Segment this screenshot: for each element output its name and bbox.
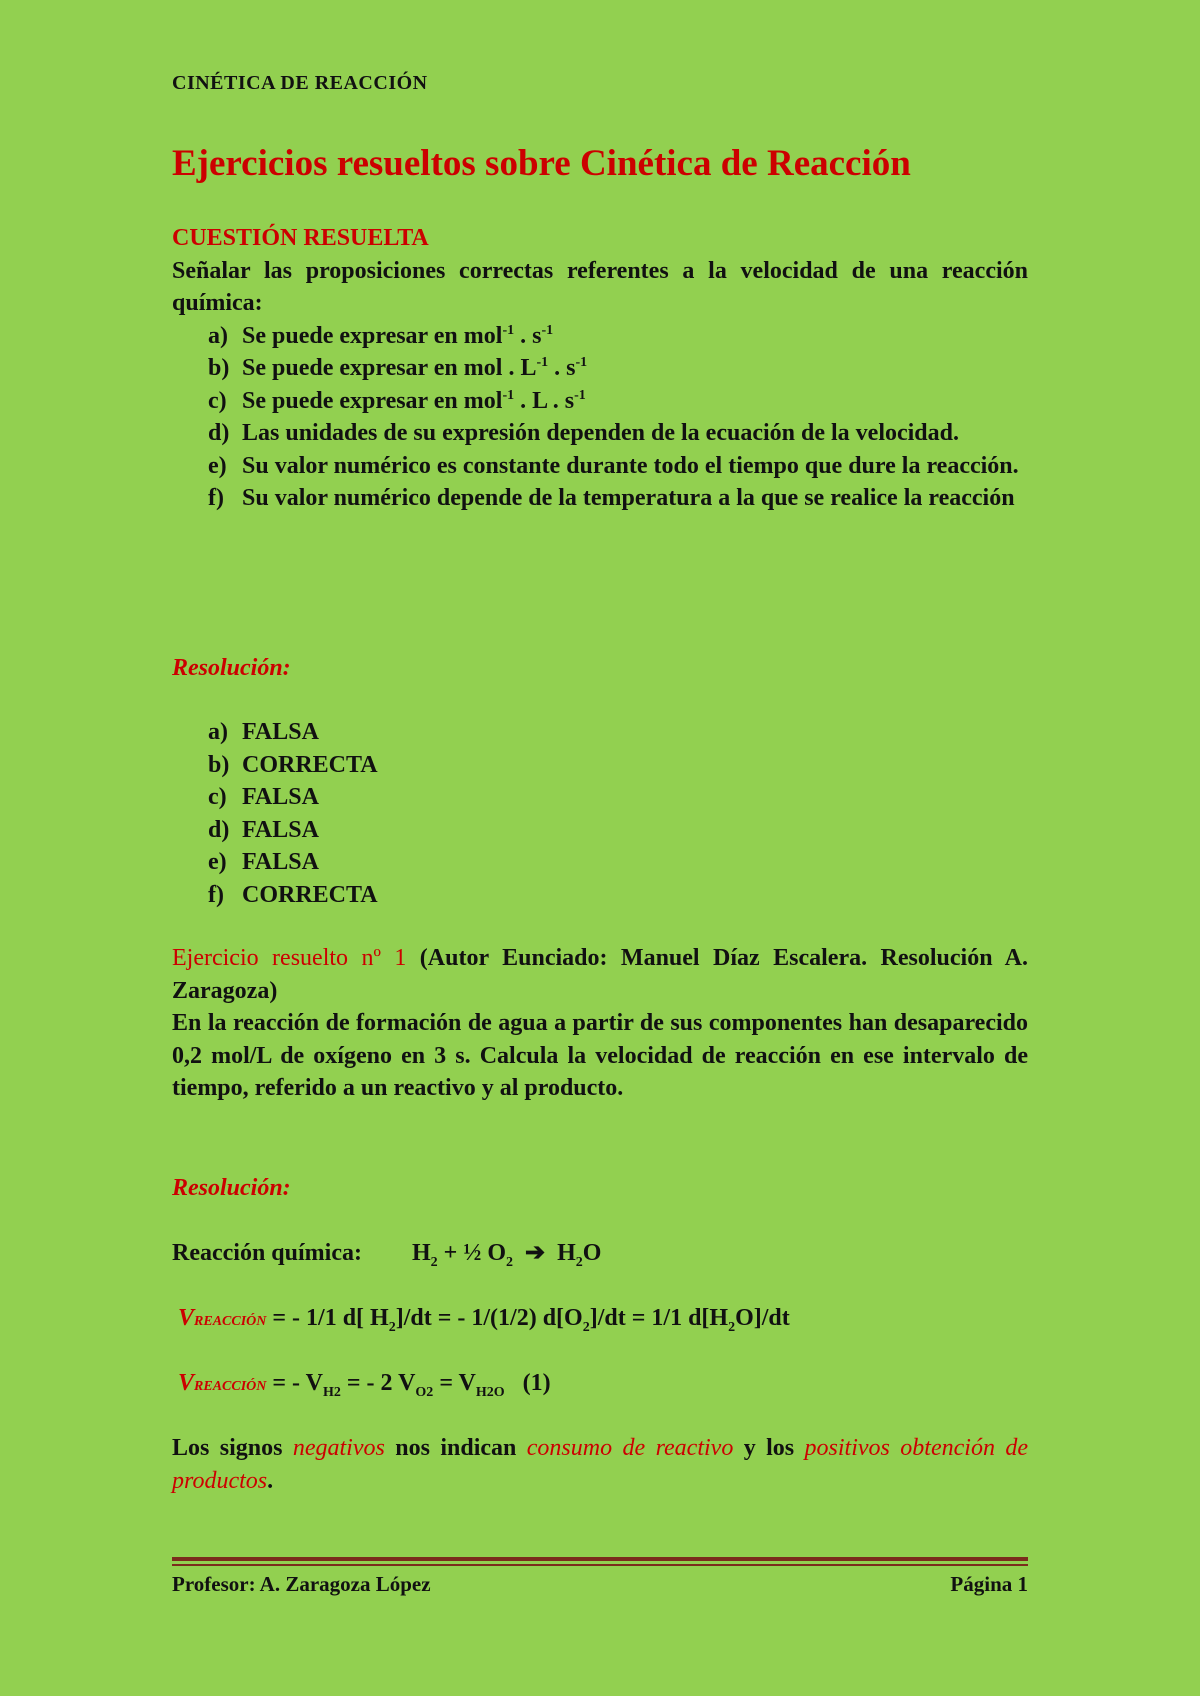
arrow-icon: ➔ — [525, 1240, 546, 1266]
option-item: b) Se puede expresar en mol . $L^{-1}$ . $s^{-1}$ — [208, 355, 588, 381]
option-item: a) Se puede expresar en mol$^{-1}$ . $s^{-1}$ — [208, 322, 554, 349]
answer-item: d) FALSA — [208, 816, 319, 843]
resolucion-heading-2: Resolución: — [172, 1175, 291, 1201]
footer-divider — [172, 1557, 1028, 1561]
page-title: Ejercicios resueltos sobre Cinética de Reacción — [172, 143, 911, 184]
ejercicio-1 — [172, 942, 1028, 1007]
footer-author: Profesor: A. Zaragoza López — [172, 1572, 431, 1596]
cuestion-prompt: Señalar las proposiciones correctas referentes a la velocidad de una reacción química: — [172, 257, 1028, 316]
resolucion-heading-1: Resolución: — [172, 655, 291, 681]
page-footer — [172, 1572, 1028, 1597]
footer-divider-thin — [172, 1564, 1028, 1566]
cuestion-heading: CUESTIÓN RESUELTA — [172, 225, 429, 251]
reaction-line — [172, 1237, 1028, 1270]
answer-item: c) FALSA — [208, 784, 319, 810]
page-number: Página 1 — [950, 1572, 1028, 1596]
ejercicio-statement: En la reacción de formación de agua a partir de sus componentes han desaparecido 0,2 mol/L de oxígeno en 3 s. Calcula la velocidad de reacción en ese intervalo de tiempo, referido a un reactivo y al producto. — [172, 1010, 1028, 1101]
cuestion-section — [172, 222, 1028, 515]
answer-item: e) FALSA — [208, 849, 319, 875]
option-item: d) Las unidades de su expresión dependen de la ecuación de la velocidad. — [208, 420, 959, 446]
reaction-label: Reacción química: — [172, 1240, 362, 1266]
rate-equation-2: VREACCIÓN = - $V_{H2}$ = - 2 $V_{O2} = V_{H2O}$ (1) — [178, 1370, 551, 1400]
option-item: c) Se puede expresar en mol$^{-1}$ . L . $s^{-1}$ — [208, 387, 586, 414]
rate-equation-1: VREACCIÓN = - 1/1 d[ $H_2]/dt$ = - 1/(1/2) $d[O_2]/dt = 1/1$ $d[H_2O]/dt$ — [178, 1305, 790, 1335]
cuestion-options — [172, 320, 1028, 515]
reaction-equation: $H_2$ + ½ $O_2$ ➔ $H_2O$ — [411, 1240, 602, 1270]
running-header: CINÉTICA DE REACCIÓN — [172, 72, 428, 94]
answer-item: b) CORRECTA — [208, 751, 378, 778]
answer-item: a) FALSA — [208, 719, 319, 745]
option-item: e) Su valor numérico es constante durante todo el tiempo que dure la reacción. — [208, 452, 1019, 479]
answer-item: f) CORRECTA — [208, 881, 378, 908]
ejercicio-heading: Ejercicio resuelto nº 1 — [172, 945, 407, 971]
answers-list — [172, 716, 1028, 911]
ejercicio-author: (Autor Eunciado: Manuel Díaz Escalera. Resolución A. Zaragoza) — [172, 945, 1028, 1004]
option-item: f) Su valor numérico depende de la temperatura a la que se realice la reacción — [208, 485, 1015, 511]
conclusion-paragraph: Los signos negativos nos indican consumo de reactivo y los positivos obtención de productos. — [172, 1435, 1028, 1494]
